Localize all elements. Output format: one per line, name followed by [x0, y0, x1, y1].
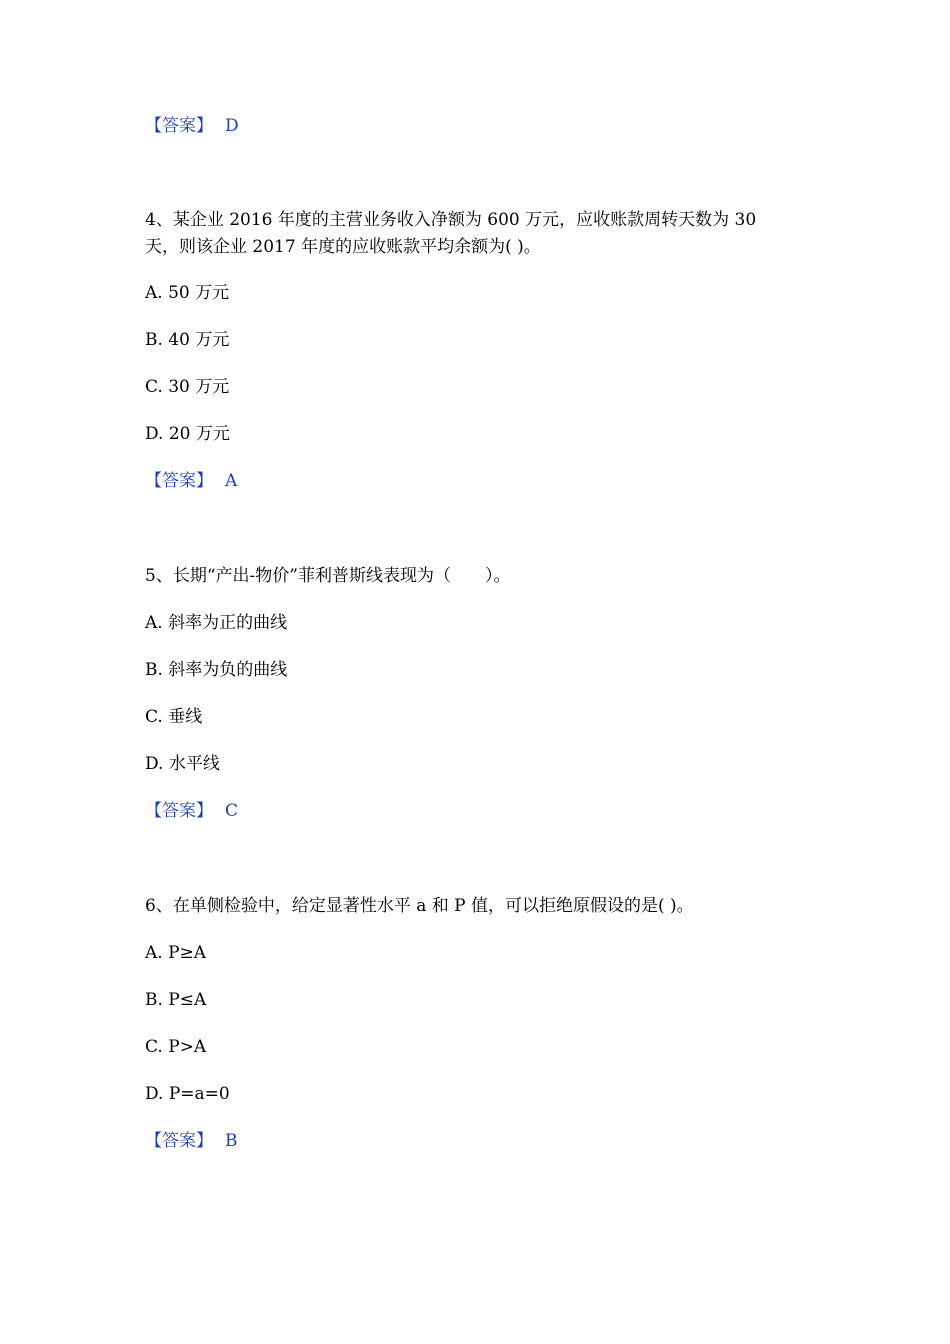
question-4-option-c: C. 30 万元 [145, 377, 230, 397]
answer-line [145, 116, 239, 136]
answer-label: 【答案】 [145, 471, 213, 491]
answer-label: 【答案】 [145, 116, 213, 136]
question-6-option-d: D. P=a=0 [145, 1084, 230, 1104]
question-6-answer [145, 1131, 238, 1151]
answer-label: 【答案】 [145, 801, 213, 821]
question-5-option-a: A. 斜率为正的曲线 [145, 613, 288, 633]
answer-value: D [225, 116, 239, 136]
question-4-option-d: D. 20 万元 [145, 424, 230, 444]
question-4-line-1: 4、某企业 2016 年度的主营业务收入净额为 600 万元，应收账款周转天数为 30 [145, 210, 757, 230]
question-4-answer [145, 471, 237, 491]
question-4-option-a: A. 50 万元 [145, 283, 230, 303]
question-5-option-b: B. 斜率为负的曲线 [145, 660, 288, 680]
question-6-option-b: B. P≤A [145, 990, 207, 1010]
question-5-option-d: D. 水平线 [145, 754, 220, 774]
question-6-option-a: A. P≥A [145, 943, 207, 963]
question-5-answer [145, 801, 238, 821]
question-6-option-c: C. P>A [145, 1037, 207, 1057]
answer-value: A [225, 471, 238, 491]
answer-value: B [225, 1131, 238, 1151]
question-5-option-c: C. 垂线 [145, 707, 203, 727]
question-5-line-1: 5、长期“产出-物价”菲利普斯线表现为（ ）。 [145, 566, 511, 586]
question-4-option-b: B. 40 万元 [145, 330, 230, 350]
question-6-line-1: 6、在单侧检验中，给定显著性水平 a 和 P 值，可以拒绝原假设的是( )。 [145, 896, 694, 916]
answer-value: C [225, 801, 239, 821]
answer-label: 【答案】 [145, 1131, 213, 1151]
question-4-line-2: 天，则该企业 2017 年度的应收账款平均余额为( )。 [145, 237, 541, 257]
